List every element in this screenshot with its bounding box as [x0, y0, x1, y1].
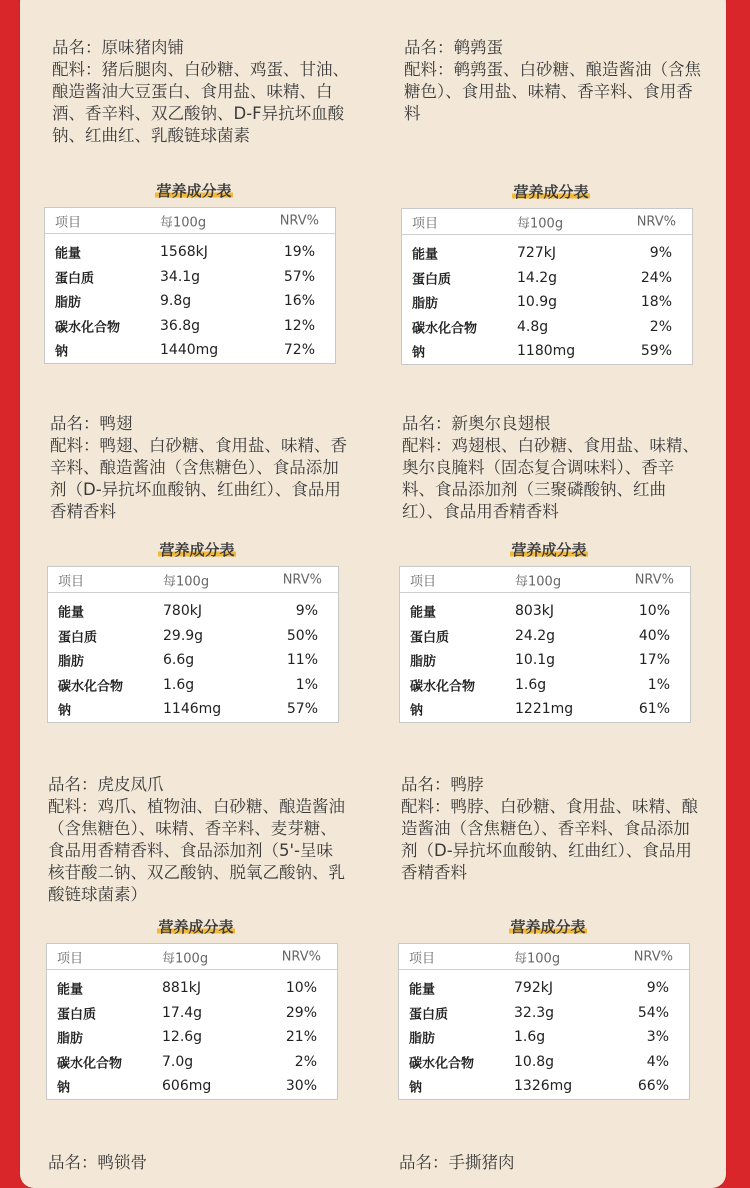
table-row: 蛋白质 34.1g 57%	[55, 268, 315, 287]
table-row: 碳水化合物 4.8g 2%	[412, 318, 672, 337]
table-row: 能量 780kJ 9%	[58, 603, 318, 621]
table-row: 能量 727kJ 9%	[412, 245, 672, 263]
product-name: 品名：原味猪肉铺	[52, 38, 184, 57]
product-name: 品名：手撕猪肉	[399, 1153, 515, 1172]
product-name: 品名：鸭锁骨	[48, 1153, 147, 1172]
nutrition-table	[44, 207, 336, 364]
product-ingredients: 配料：鸡翅根、白砂糖、食用盐、味精、奥尔良腌料（固态复合调味料）、香辛料、食品添加剂（三聚磷酸钠、红曲红）、食品用香精香料	[402, 436, 699, 521]
table-row: 能量 1568kJ 19%	[55, 244, 315, 262]
table-header: 项目 每100g NRV%	[402, 209, 692, 235]
table-row: 碳水化合物 10.8g 4%	[409, 1053, 669, 1072]
table-row: 脂肪 10.9g 18%	[412, 294, 672, 312]
table-row: 脂肪 6.6g 11%	[58, 652, 318, 670]
nutrition-table-title: 营养成分表	[513, 183, 589, 201]
table-row: 钠 1180mg 59%	[412, 343, 672, 361]
table-row: 钠 1326mg 66%	[409, 1078, 669, 1096]
table-row: 能量 792kJ 9%	[409, 980, 669, 998]
product-name: 品名：鸭翅	[50, 414, 133, 433]
table-row: 碳水化合物 1.6g 1%	[58, 676, 318, 695]
table-row: 钠 1146mg 57%	[58, 701, 318, 719]
nutrition-table-title: 营养成分表	[158, 918, 234, 936]
table-row: 脂肪 10.1g 17%	[410, 652, 670, 670]
table-row: 蛋白质 24.2g 40%	[410, 627, 670, 646]
table-row: 碳水化合物 1.6g 1%	[410, 676, 670, 695]
nutrition-table-title: 营养成分表	[156, 182, 232, 200]
product-card	[48, 1152, 348, 1174]
table-row: 钠 1440mg 72%	[55, 342, 315, 360]
table-header: 项目 每100g NRV%	[47, 944, 337, 970]
table-row: 脂肪 9.8g 16%	[55, 293, 315, 311]
table-row: 蛋白质 32.3g 54%	[409, 1004, 669, 1023]
table-row: 碳水化合物 7.0g 2%	[57, 1053, 317, 1072]
nutrition-table	[47, 566, 339, 723]
table-row: 能量 881kJ 10%	[57, 980, 317, 998]
product-ingredients: 配料：鸭脖、白砂糖、食用盐、味精、酿造酱油（含焦糖色）、香辛料、食品添加剂（D-异抗坏血酸钠、红曲红）、食品用香精香料	[401, 797, 698, 882]
product-card	[52, 37, 352, 147]
table-row: 蛋白质 14.2g 24%	[412, 269, 672, 288]
table-header: 项目 每100g NRV%	[45, 208, 335, 234]
nutrition-table-title: 营养成分表	[510, 918, 586, 936]
table-row: 蛋白质 29.9g 50%	[58, 627, 318, 646]
nutrition-table-title: 营养成分表	[159, 541, 235, 559]
table-row: 脂肪 1.6g 3%	[409, 1029, 669, 1047]
nutrition-table	[399, 566, 691, 723]
table-header: 项目 每100g NRV%	[399, 944, 689, 970]
nutrition-table-title: 营养成分表	[511, 541, 587, 559]
table-header: 项目 每100g NRV%	[48, 567, 338, 593]
product-name: 品名：鸭脖	[401, 775, 484, 794]
product-ingredients: 配料：鸭翅、白砂糖、食用盐、味精、香辛料、酿造酱油（含焦糖色）、食品添加剂（D-异抗坏血酸钠、红曲红）、食品用香精香料	[50, 436, 347, 521]
nutrition-table	[398, 943, 690, 1100]
nutrition-table	[46, 943, 338, 1100]
product-card	[404, 37, 704, 125]
product-ingredients: 配料：鹌鹑蛋、白砂糖、酿造酱油（含焦糖色）、食用盐、味精、香辛料、食用香料	[404, 60, 701, 123]
product-name: 品名：虎皮凤爪	[48, 775, 164, 794]
product-name: 品名：新奥尔良翅根	[402, 414, 551, 433]
product-card	[401, 774, 701, 884]
table-header: 项目 每100g NRV%	[400, 567, 690, 593]
table-row: 蛋白质 17.4g 29%	[57, 1004, 317, 1023]
product-card	[399, 1152, 699, 1174]
product-card	[402, 413, 702, 523]
product-card	[48, 774, 348, 906]
product-ingredients: 配料：猪后腿肉、白砂糖、鸡蛋、甘油、酿造酱油大豆蛋白、食用盐、味精、白酒、香辛料、双乙酸钠、D-F异抗坏血酸钠、红曲红、乳酸链球菌素	[52, 60, 349, 145]
table-row: 钠 1221mg 61%	[410, 701, 670, 719]
nutrition-table	[401, 208, 693, 365]
product-card	[50, 413, 350, 523]
table-row: 钠 606mg 30%	[57, 1078, 317, 1096]
table-row: 脂肪 12.6g 21%	[57, 1029, 317, 1047]
product-ingredients: 配料：鸡爪、植物油、白砂糖、酿造酱油（含焦糖色）、味精、香辛料、麦芽糖、食品用香精香料、食品添加剂（5'-呈味核苷酸二钠、双乙酸钠、脱氧乙酸钠、乳酸链球菌素）	[48, 797, 345, 904]
table-row: 能量 803kJ 10%	[410, 603, 670, 621]
table-row: 碳水化合物 36.8g 12%	[55, 317, 315, 336]
product-name: 品名：鹌鹑蛋	[404, 38, 503, 57]
